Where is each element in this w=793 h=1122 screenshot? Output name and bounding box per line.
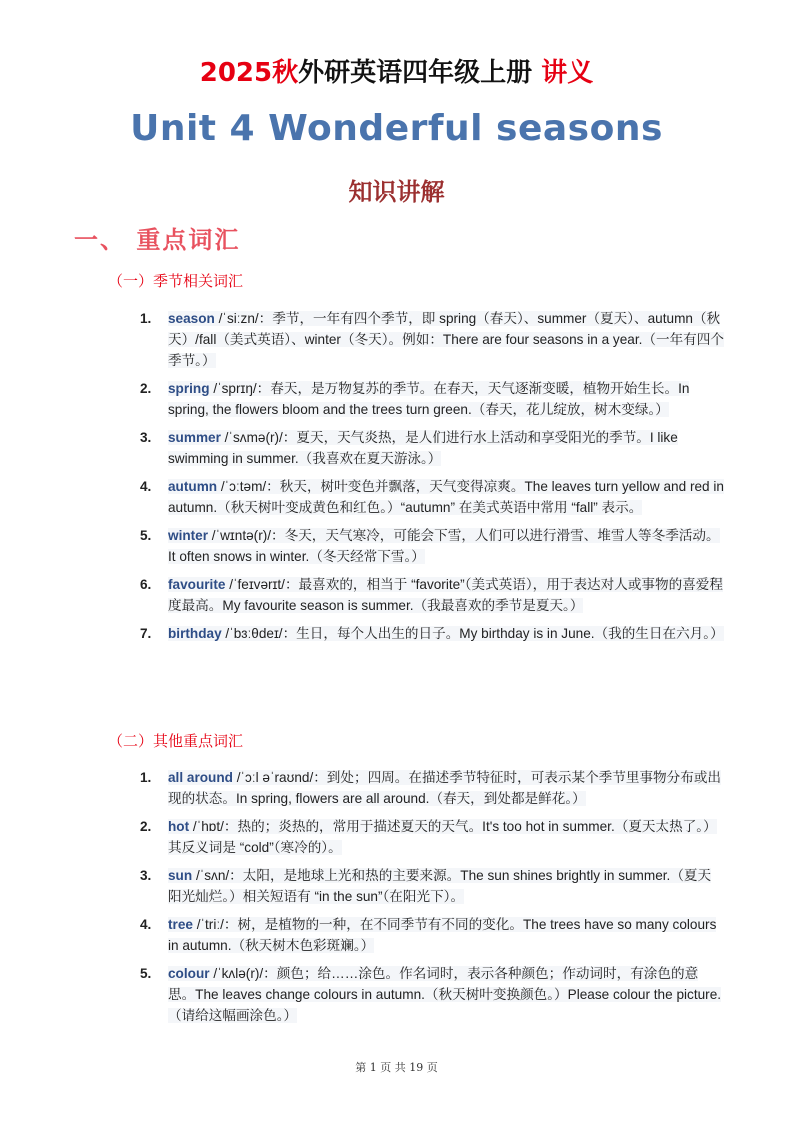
- vocab-list-other: [140, 767, 724, 1033]
- vocab-item: [140, 427, 724, 469]
- vocab-definition: /ˈtriː/：树，是植物的一种，在不同季节有不同的变化。The trees have so many colours in autumn.（秋天树木色彩斑斓。）: [168, 917, 717, 953]
- vocab-item: [140, 865, 724, 907]
- vocab-item-text: [168, 770, 721, 806]
- vocab-definition: /ˈsprɪŋ/：春天，是万物复苏的季节。在春天，天气逐渐变暖，植物开始生长。In spring, the flowers bloom and the trees turn green.（春天，花儿绽放，树木变绿。）: [168, 381, 690, 417]
- section-heading: 一、 重点词汇: [74, 225, 241, 254]
- vocab-word: birthday: [168, 626, 222, 641]
- vocab-definition: /ˈɔːtəm/：秋天，树叶变色并飘落，天气变得凉爽。The leaves turn yellow and red in autumn.（秋天树叶变成黄色和红色。）“autumn” 在美式英语中常用 “fall” 表示。: [168, 479, 724, 515]
- unit-title: Unit 4 Wonderful seasons: [130, 108, 663, 149]
- vocab-item: [140, 963, 724, 1026]
- vocab-item-text: [168, 528, 720, 564]
- vocab-item-text: [168, 479, 724, 515]
- vocab-item-text: [168, 868, 711, 904]
- vocab-word: spring: [168, 381, 210, 396]
- vocab-item-number: 7.: [140, 626, 152, 641]
- vocab-word: colour: [168, 966, 210, 981]
- vocab-definition: /ˈfeɪvərɪt/：最喜欢的，相当于 “favorite”（美式英语），用于表达对人或事物的喜爱程度最高。My favourite season is summer.（我最喜欢的季节是夏天。）: [168, 577, 723, 613]
- vocab-item-text: [168, 430, 678, 466]
- vocab-item-text: [168, 819, 717, 855]
- vocab-definition: /ˈkʌlə(r)/：颜色；给……涂色。作名词时，表示各种颜色；作动词时，有涂色的意思。The leaves change colours in autumn.（秋天树叶变换颜色。）Please colour the picture.（请给这幅画涂色。）: [168, 966, 722, 1023]
- vocab-definition: /ˈbɜːθdeɪ/：生日，每个人出生的日子。My birthday is in June.（我的生日在六月。）: [221, 626, 724, 641]
- vocab-item-text: [168, 577, 723, 613]
- vocab-definition: /ˈsʌn/：太阳，是地球上光和热的主要来源。The sun shines brightly in summer.（夏天阳光灿烂。）相关短语有 “in the sun”（在阳光下）。: [168, 868, 712, 904]
- vocab-item-text: [168, 381, 689, 417]
- vocab-item-number: 1.: [140, 770, 152, 785]
- vocab-definition: /ˈɔːl əˈraʊnd/：到处；四周。在描述季节特征时，可表示某个季节里事物分布或出现的状态。In spring, flowers are all around.（春天，到处都是鲜花。）: [168, 770, 722, 806]
- vocab-item: [140, 525, 724, 567]
- vocab-word: tree: [168, 917, 193, 932]
- vocab-definition: /ˈsʌmə(r)/：夏天，天气炎热，是人们进行水上活动和享受阳光的季节。I like swimming in summer.（我喜欢在夏天游泳。）: [168, 430, 678, 466]
- page-subtitle: 知识讲解: [348, 177, 445, 206]
- vocab-item: [140, 914, 724, 956]
- vocab-item-number: 4.: [140, 479, 152, 494]
- vocab-item-number: 3.: [140, 868, 152, 883]
- vocab-item-text: [168, 917, 716, 953]
- vocab-item-number: 4.: [140, 917, 152, 932]
- vocab-definition: /ˈsiːzn/：季节，一年有四个季节，即 spring（春天）、summer（夏天）、autumn（秋天）/fall（美式英语）、winter（冬天）。例如：There are four seasons in a year.（一年有四个季节。）: [168, 311, 724, 368]
- subsection-heading-seasons: （一）季节相关词汇: [108, 272, 244, 290]
- vocab-item-number: 2.: [140, 381, 152, 396]
- vocab-item-number: 3.: [140, 430, 152, 445]
- document-title: [0, 52, 793, 89]
- vocab-item-number: 1.: [140, 311, 152, 326]
- vocab-word: summer: [168, 430, 221, 445]
- vocab-list-seasons: [140, 308, 724, 651]
- vocab-item-number: 2.: [140, 819, 152, 834]
- vocab-item-number: 5.: [140, 528, 152, 543]
- vocab-item: [140, 476, 724, 518]
- vocab-word: winter: [168, 528, 209, 543]
- page-footer: 第 1 页 共 19 页: [355, 1061, 438, 1074]
- vocab-item: [140, 574, 724, 616]
- title-main: 外研英语四年级上册: [298, 58, 533, 88]
- title-autumn: 秋: [272, 58, 299, 88]
- vocab-item: [140, 623, 724, 644]
- vocab-item: [140, 308, 724, 371]
- subsection-heading-other: （二）其他重点词汇: [108, 732, 244, 750]
- vocab-word: season: [168, 311, 215, 326]
- vocab-item-number: 5.: [140, 966, 152, 981]
- vocab-item: [140, 767, 724, 809]
- vocab-word: favourite: [168, 577, 226, 592]
- vocab-definition: /ˈwɪntə(r)/：冬天，天气寒冷，可能会下雪，人们可以进行滑雪、堆雪人等冬季活动。It often snows in winter.（冬天经常下雪。）: [168, 528, 720, 564]
- vocab-item-text: [168, 311, 724, 368]
- vocab-word: autumn: [168, 479, 218, 494]
- vocab-item-text: [168, 626, 724, 641]
- vocab-word: hot: [168, 819, 190, 834]
- vocab-word: sun: [168, 868, 193, 883]
- vocab-item: [140, 816, 724, 858]
- vocab-item: [140, 378, 724, 420]
- title-year: 2025: [199, 58, 273, 88]
- vocab-definition: /ˈhɒt/：热的；炎热的，常用于描述夏天的天气。It's too hot in summer.（夏天太热了。）其反义词是 “cold”（寒冷的）。: [168, 819, 717, 855]
- vocab-item-number: 6.: [140, 577, 152, 592]
- vocab-item-text: [168, 966, 721, 1023]
- title-suffix: 讲义: [541, 58, 594, 88]
- vocab-word: all around: [168, 770, 233, 785]
